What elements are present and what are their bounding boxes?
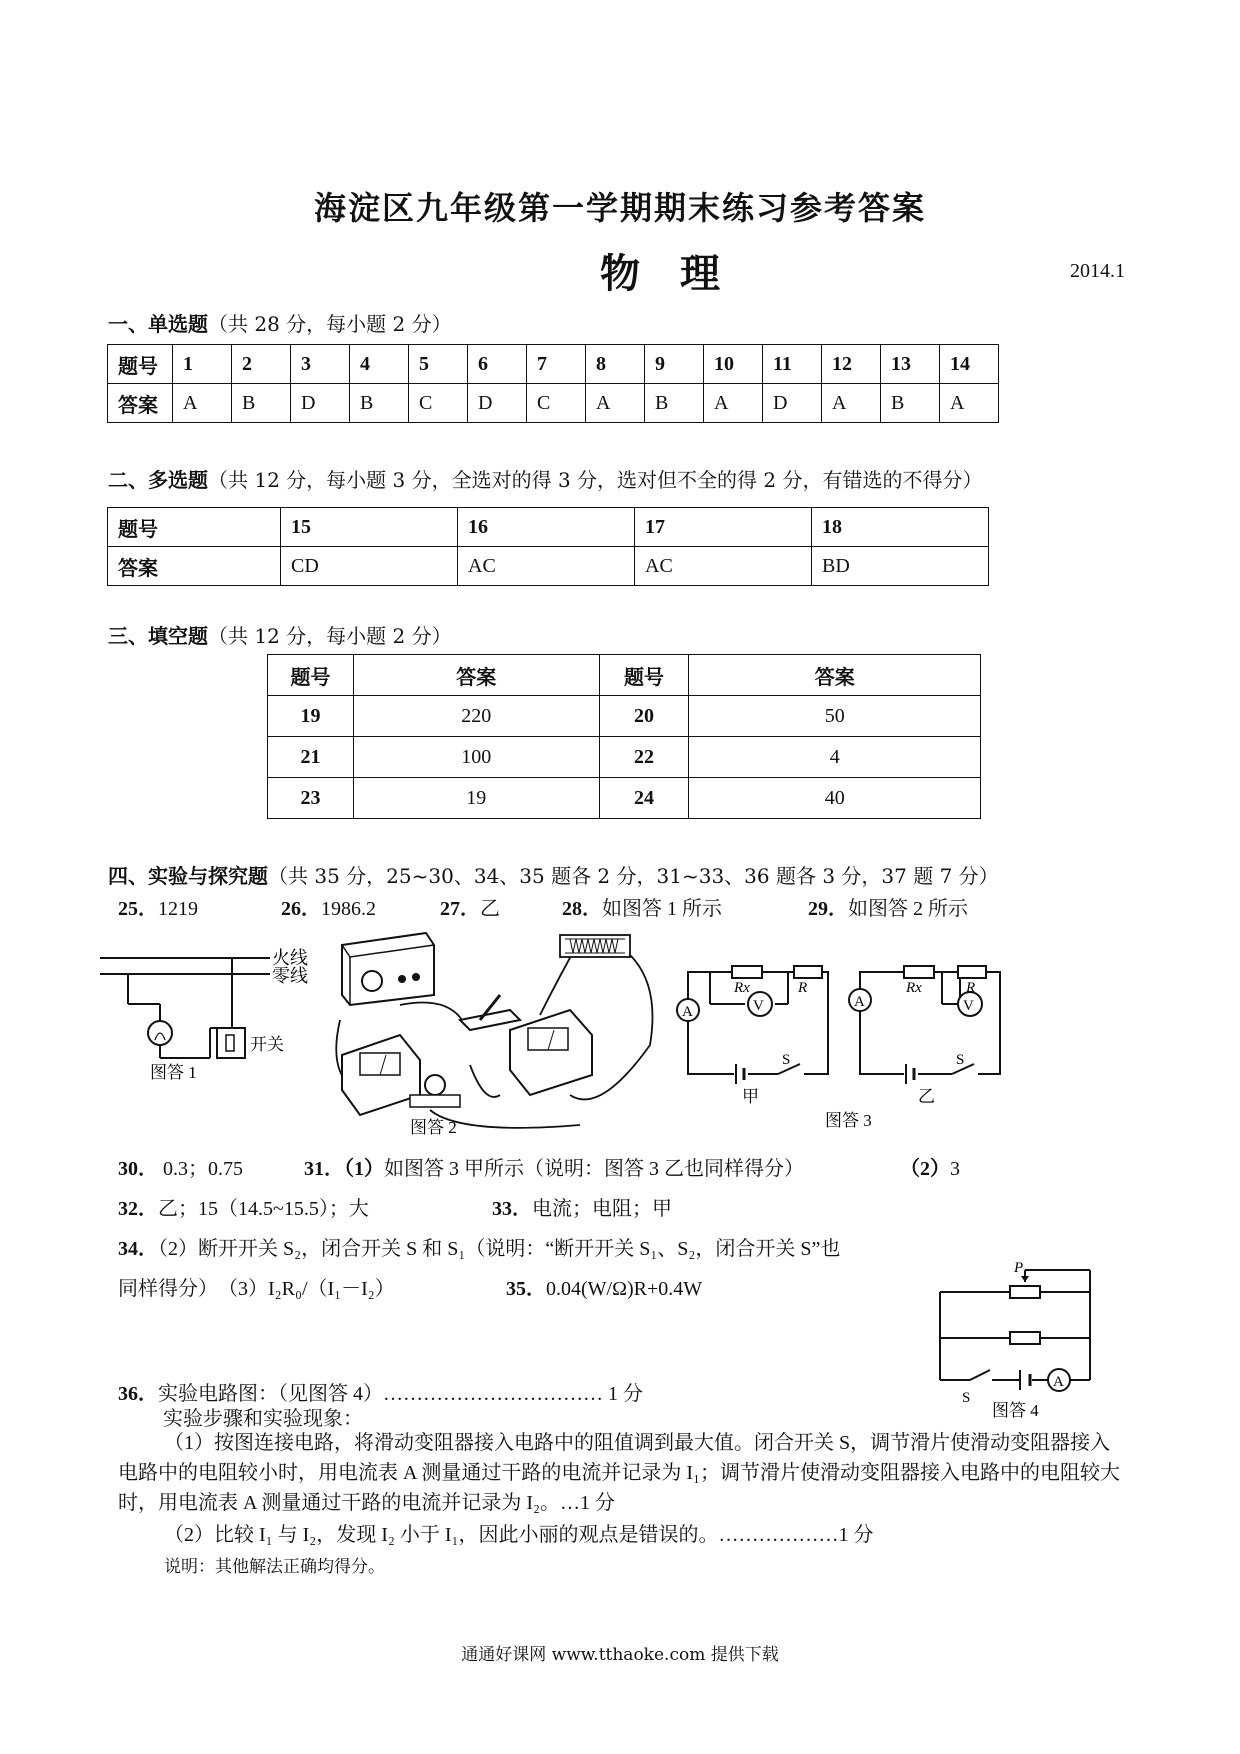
power-supply-icon (342, 933, 434, 1005)
resistor-icon (1010, 1332, 1040, 1344)
table-cell: 21 (268, 737, 354, 778)
table-cell: 19 (268, 696, 354, 737)
section2-table (107, 507, 989, 586)
table-row (108, 384, 999, 423)
table-cell: 20 (599, 696, 689, 737)
table-cell: B (881, 384, 940, 423)
table-cell: 5 (409, 345, 468, 384)
table-cell: B (232, 384, 291, 423)
table-row (108, 547, 989, 586)
table-cell: 答案 (353, 655, 599, 696)
bulb-icon (148, 1021, 172, 1045)
switch-icon (970, 1370, 990, 1380)
date: 2014.1 (1070, 260, 1125, 282)
switch-icon (217, 1028, 245, 1058)
table-cell: 1 (173, 345, 232, 384)
table-cell: B (645, 384, 704, 423)
rheostat-icon (958, 966, 986, 978)
label-neutral-wire: 零线 (272, 966, 308, 986)
answers-25-29: 25．1219 (118, 898, 198, 920)
table-cell: 15 (281, 508, 458, 547)
answer-35: 35．0.04(W/Ω)R+0.4W (506, 1278, 703, 1300)
table-cell: 3 (291, 345, 350, 384)
rheostat-icon (1010, 1286, 1040, 1298)
svg-text:Rx: Rx (906, 980, 922, 996)
answer-36-note: 说明：其他解法正确均得分。 (164, 1557, 385, 1577)
table-cell: 14 (940, 345, 999, 384)
table-cell: 12 (822, 345, 881, 384)
figure-4-caption: 图答 4 (992, 1401, 1039, 1420)
label-jia: 甲 (742, 1087, 759, 1106)
table-cell: 4 (350, 345, 409, 384)
svg-text:S: S (956, 1052, 965, 1068)
table-row (108, 345, 999, 384)
svg-text:R: R (798, 980, 808, 996)
circuit-yi (860, 972, 1000, 1074)
section1-table (107, 344, 999, 423)
answer-34-cont: 同样得分） （3）I₂R₀/（I₁－I₂） (118, 1278, 395, 1300)
table-cell: 220 (353, 696, 599, 737)
section4-heading: 四、实验与探究题（共 35 分，25~30、34、35 题各 2 分，31~33、36 题各 3 分，37 题 7 分） (108, 864, 999, 888)
table-cell: B (350, 384, 409, 423)
resistor-rx-icon (732, 966, 762, 978)
table-cell: AC (458, 547, 635, 586)
table-cell: 2 (232, 345, 291, 384)
answer-31-part2: （2）3 (900, 1158, 960, 1180)
svg-text:R: R (966, 980, 976, 996)
table-row (268, 696, 981, 737)
knife-switch-icon (460, 995, 520, 1030)
figure-3-caption: 图答 3 (825, 1111, 872, 1130)
answer-27: 27．乙 (440, 898, 500, 920)
label-yi: 乙 (918, 1087, 935, 1106)
rheostat-icon (794, 966, 822, 978)
table-cell: 11 (763, 345, 822, 384)
label-live-wire: 火线 (272, 948, 308, 968)
table-cell: D (468, 384, 527, 423)
table-cell: 17 (635, 508, 812, 547)
table-cell: 8 (586, 345, 645, 384)
table-cell: 答案 (108, 384, 173, 423)
table-cell: 23 (268, 778, 354, 819)
section2-heading: 二、多选题（共 12 分，每小题 3 分，全选对的得 3 分，选对但不全的得 2 分，有错选的不得分） (108, 468, 983, 492)
answer-33: 33．电流；电阻；甲 (492, 1198, 672, 1220)
table-cell: 13 (881, 345, 940, 384)
table-cell: 16 (458, 508, 635, 547)
svg-text:Rx: Rx (734, 980, 750, 996)
answer-29: 29．如图答 2 所示 (808, 898, 968, 920)
svg-text:A: A (854, 994, 865, 1010)
svg-text:V: V (753, 998, 764, 1014)
table-cell: D (763, 384, 822, 423)
svg-text:V: V (963, 998, 974, 1014)
table-cell: 答案 (108, 547, 281, 586)
figure-3-circuits (670, 950, 1020, 1130)
svg-text:P: P (1014, 1262, 1024, 1276)
table-cell: 50 (689, 696, 981, 737)
table-cell: 9 (645, 345, 704, 384)
section1-heading: 一、单选题（共 28 分，每小题 2 分） (108, 312, 452, 336)
answer-32: 32．乙；15（14.5~15.5）；大 (118, 1198, 369, 1220)
figure-2-apparatus (330, 925, 655, 1140)
footer: 通通好课网 www.tthaoke.com 提供下载 (461, 1645, 779, 1665)
table-cell: 18 (812, 508, 989, 547)
table-row (268, 778, 981, 819)
answer-36: 36．实验电路图：（见图答 4）…………………………… 1 分 (118, 1383, 643, 1405)
table-row (268, 655, 981, 696)
answer-36-step2: （2）比较 I₁ 与 I₂，发现 I₂ 小于 I₁，因此小丽的观点是错误的。………………1 分 (164, 1524, 874, 1546)
svg-text:A: A (1053, 1374, 1064, 1390)
label-switch: 开关 (250, 1035, 284, 1054)
table-cell: BD (812, 547, 989, 586)
svg-text:S: S (962, 1390, 971, 1406)
table-cell: 6 (468, 345, 527, 384)
table-cell: A (586, 384, 645, 423)
answer-36-step1: （1）按图连接电路，将滑动变阻器接入电路中的阻值调到最大值。闭合开关 S，调节滑片使滑动变阻器接入电路中的电阻较小时，用电流表 A 测量通过干路的电流并记录为 I₁；调节滑片使滑动变阻器接入电路中的电阻较大时，用电流表 A 测量通过干路的电流并记录为 I₂。…1 分 (118, 1432, 1120, 1514)
table-cell: D (291, 384, 350, 423)
answer-30: 30． 0.3；0.75 (118, 1158, 243, 1180)
answer-31: 31．（1）如图答 3 甲所示（说明：图答 3 乙也同样得分） (304, 1158, 804, 1180)
table-cell: 40 (689, 778, 981, 819)
table-cell: C (409, 384, 468, 423)
table-cell: 题号 (108, 345, 173, 384)
svg-text:S: S (782, 1052, 791, 1068)
section3-table (267, 654, 981, 819)
table-cell: 10 (704, 345, 763, 384)
table-row (108, 508, 989, 547)
figure-4-circuit (930, 1262, 1130, 1422)
table-cell: AC (635, 547, 812, 586)
table-cell: A (822, 384, 881, 423)
answer-34: 34．（2）断开开关 S₂，闭合开关 S 和 S₁（说明：“断开开关 S₁、S₂，闭合开关 S”也 (118, 1238, 841, 1260)
figure-1-caption: 图答 1 (150, 1063, 197, 1080)
table-cell: A (704, 384, 763, 423)
rheostat-icon (560, 935, 630, 957)
slider-arrow-icon (1021, 1276, 1029, 1282)
resistor-rx-icon (904, 966, 934, 978)
answer-36-steps-heading: 实验步骤和实验现象： (163, 1408, 363, 1430)
table-cell: C (527, 384, 586, 423)
answer-28: 28．如图答 1 所示 (562, 898, 722, 920)
table-cell: 7 (527, 345, 586, 384)
table-cell: 24 (599, 778, 689, 819)
table-cell: 答案 (689, 655, 981, 696)
table-cell: 19 (353, 778, 599, 819)
figure-2-caption: 图答 2 (410, 1118, 457, 1137)
table-cell: 题号 (599, 655, 689, 696)
svg-text:A: A (682, 1004, 693, 1020)
voltmeter-icon (510, 1010, 592, 1095)
table-cell: 22 (599, 737, 689, 778)
page-title: 海淀区九年级第一学期期末练习参考答案 (313, 189, 926, 227)
section3-heading: 三、填空题（共 12 分，每小题 2 分） (108, 624, 452, 648)
table-cell: 题号 (268, 655, 354, 696)
answer-26: 26．1986.2 (281, 898, 376, 920)
table-cell: 题号 (108, 508, 281, 547)
table-cell: 100 (353, 737, 599, 778)
table-cell: 4 (689, 737, 981, 778)
subject-title: 物理 (600, 250, 760, 297)
ammeter-icon (342, 1035, 420, 1115)
table-row (268, 737, 981, 778)
table-cell: A (173, 384, 232, 423)
table-cell: CD (281, 547, 458, 586)
table-cell: A (940, 384, 999, 423)
figure-1-wiring-diagram (100, 940, 330, 1080)
